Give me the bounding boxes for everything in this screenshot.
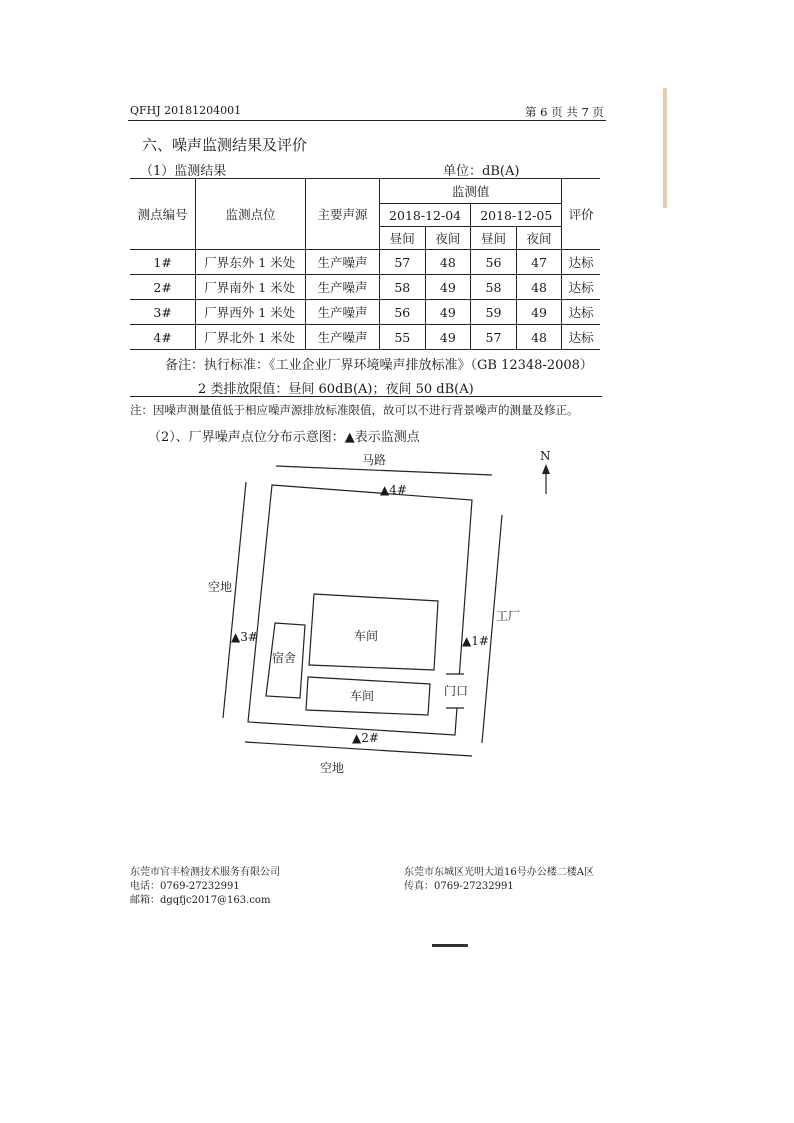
cell-value: 49 (425, 275, 471, 300)
monitoring-point-3: ▲3# (231, 630, 258, 644)
cell-point-no: 4# (130, 325, 196, 350)
page-info: 第 6 页 共 7 页 (525, 105, 604, 119)
road-line (276, 466, 492, 475)
section-title: 六、噪声监测结果及评价 (142, 136, 308, 154)
monitoring-point-4: ▲4# (380, 483, 407, 497)
header-date1: 2018-12-04 (380, 204, 471, 227)
cell-source: 生产噪声 (305, 275, 379, 300)
header-location: 监测点位 (196, 179, 306, 250)
monitoring-point-2: ▲2# (352, 731, 379, 745)
cell-source: 生产噪声 (305, 325, 379, 350)
header-date2: 2018-12-05 (471, 204, 562, 227)
footer-company: 东莞市官丰检测技术服务有限公司 (130, 867, 280, 878)
dormitory-label: 宿舍 (272, 651, 297, 665)
footer-phone: 电话：0769-27232991 (130, 881, 240, 892)
header-source: 主要声源 (305, 179, 379, 250)
monitoring-point-1: ▲1# (462, 634, 489, 648)
cell-evaluation: 达标 (562, 275, 600, 300)
header-point-no: 测点编号 (130, 179, 196, 250)
header-evaluation: 评价 (562, 179, 600, 250)
document-number: QFHJ 20181204001 (130, 104, 242, 117)
cell-value: 57 (471, 325, 517, 350)
header-monitored-value: 监测值 (380, 179, 562, 204)
cell-evaluation: 达标 (562, 300, 600, 325)
cell-location: 厂界南外 1 米处 (196, 275, 306, 300)
subsection-title-diagram: （2）、厂界噪声点位分布示意图：▲表示监测点 (148, 430, 420, 445)
west-area-label: 空地 (208, 580, 233, 594)
east-factory-label: 工厂 (496, 609, 521, 623)
footer-fax: 传真：0769-27232991 (404, 881, 514, 892)
scan-artifact-mark (432, 944, 468, 947)
cell-value: 47 (516, 250, 562, 275)
unit-label: 单位：dB(A) (443, 164, 520, 179)
south-area-label: 空地 (320, 761, 345, 775)
west-outer-line (223, 482, 246, 718)
header-night: 夜间 (425, 227, 471, 250)
cell-point-no: 2# (130, 275, 196, 300)
footer-address-block (404, 866, 594, 894)
subsection-title-results: （1）监测结果 (140, 164, 227, 179)
header-night: 夜间 (516, 227, 562, 250)
remark-limits: 2 类排放限值：昼间 60dB(A)；夜间 50 dB(A) (198, 382, 474, 397)
cell-value: 58 (380, 275, 426, 300)
cell-evaluation: 达标 (562, 250, 600, 275)
cell-location: 厂界北外 1 米处 (196, 325, 306, 350)
workshop-label: 车间 (350, 689, 375, 703)
workshop-label: 车间 (354, 629, 379, 643)
cell-value: 48 (516, 275, 562, 300)
header-day: 昼间 (471, 227, 517, 250)
cell-value: 48 (516, 325, 562, 350)
cell-source: 生产噪声 (305, 300, 379, 325)
header-day: 昼间 (380, 227, 426, 250)
gate-label: 门口 (444, 684, 469, 698)
cell-value: 57 (380, 250, 426, 275)
cell-value: 49 (425, 300, 471, 325)
note-text: 注：因噪声测量值低于相应噪声源排放标准限值，故可以不进行背景噪声的测量及修正。 (130, 403, 579, 417)
footer-email: 邮箱：dgqfjc2017@163.com (130, 895, 271, 906)
road-label: 马路 (362, 453, 387, 467)
east-outer-line (482, 515, 502, 743)
cell-value: 59 (471, 300, 517, 325)
cell-value: 55 (380, 325, 426, 350)
cell-point-no: 3# (130, 300, 196, 325)
cell-value: 56 (471, 250, 517, 275)
cell-location: 厂界西外 1 米处 (196, 300, 306, 325)
cell-value: 56 (380, 300, 426, 325)
footer-address: 东莞市东城区光明大道16号办公楼二楼A区 (404, 867, 594, 878)
cell-location: 厂界东外 1 米处 (196, 250, 306, 275)
cell-value: 49 (516, 300, 562, 325)
cell-value: 49 (425, 325, 471, 350)
north-label: N (540, 449, 551, 463)
cell-point-no: 1# (130, 250, 196, 275)
cell-value: 48 (425, 250, 471, 275)
footer-contact (130, 866, 280, 908)
cell-source: 生产噪声 (305, 250, 379, 275)
north-arrow-icon (542, 464, 550, 474)
cell-value: 58 (471, 275, 517, 300)
cell-evaluation: 达标 (562, 325, 600, 350)
remark-standard: 备注：执行标准：《工业企业厂界环境噪声排放标准》（GB 12348-2008） (165, 358, 593, 373)
